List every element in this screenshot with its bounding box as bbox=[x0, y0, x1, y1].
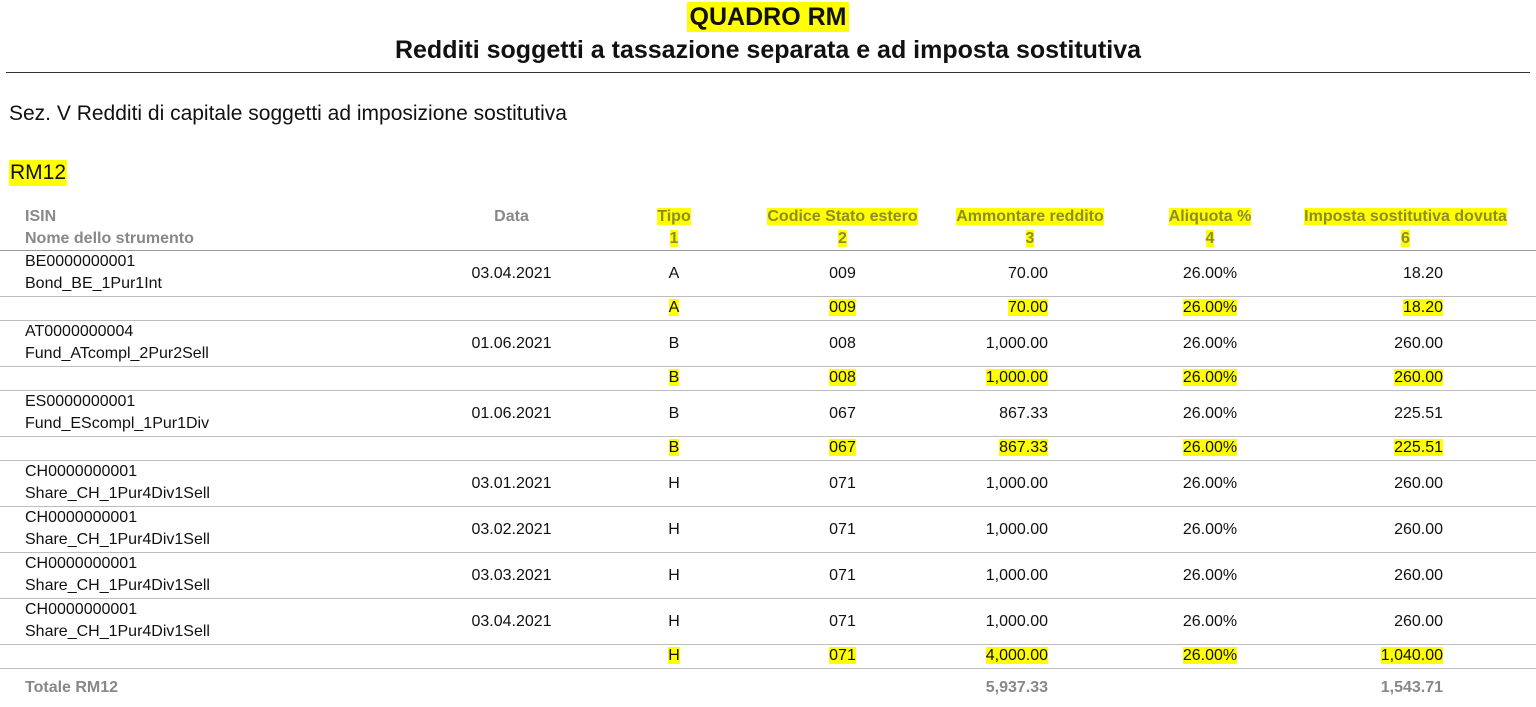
aliquota-cell: 26.00% bbox=[1182, 567, 1238, 584]
imposta-cell: 260.00 bbox=[1394, 521, 1443, 538]
instrument-cell bbox=[25, 553, 210, 597]
total-row bbox=[0, 669, 1536, 707]
tipo-cell: B bbox=[668, 369, 680, 386]
page-title: QUADRO RM bbox=[687, 2, 850, 32]
aliquota-cell: 26.00% bbox=[1182, 299, 1238, 316]
isin-value: CH0000000001 bbox=[25, 463, 138, 480]
header-tipo: Tipo 1 bbox=[657, 208, 691, 247]
codice-cell: 009 bbox=[829, 265, 856, 282]
imposta-cell: 18.20 bbox=[1402, 265, 1443, 282]
isin-value: CH0000000001 bbox=[25, 601, 138, 618]
codice-cell: 008 bbox=[829, 369, 856, 386]
title-divider bbox=[6, 72, 1530, 73]
isin-value: CH0000000001 bbox=[25, 509, 138, 526]
aliquota-cell: 26.00% bbox=[1182, 439, 1238, 456]
title-block bbox=[0, 2, 1536, 67]
isin-value: CH0000000001 bbox=[25, 555, 138, 572]
imposta-cell: 260.00 bbox=[1394, 475, 1443, 492]
imposta-cell: 260.00 bbox=[1394, 369, 1443, 386]
tipo-cell: H bbox=[668, 475, 680, 492]
tipo-cell: B bbox=[668, 405, 680, 422]
ammontare-cell: 867.33 bbox=[999, 405, 1048, 422]
ammontare-cell: 1,000.00 bbox=[985, 335, 1048, 352]
header-name: Nome dello strumento bbox=[25, 230, 194, 247]
header-ammontare: Ammontare reddito 3 bbox=[956, 208, 1104, 247]
tipo-cell: H bbox=[668, 613, 680, 630]
header-date: Data bbox=[494, 208, 529, 225]
subtotal-row bbox=[0, 297, 1536, 321]
instrument-name: Fund_ATcompl_2Pur2Sell bbox=[25, 345, 209, 362]
header-isin: ISIN bbox=[25, 208, 57, 225]
aliquota-cell: 26.00% bbox=[1182, 369, 1238, 386]
codice-cell: 071 bbox=[829, 567, 856, 584]
codice-cell: 067 bbox=[829, 439, 856, 456]
ammontare-cell: 70.00 bbox=[1007, 265, 1048, 282]
imposta-cell: 225.51 bbox=[1394, 439, 1443, 456]
tipo-cell: H bbox=[668, 647, 680, 664]
instrument-name: Share_CH_1Pur4Div1Sell bbox=[25, 577, 210, 594]
aliquota-cell: 26.00% bbox=[1182, 475, 1238, 492]
page-subtitle: Redditi soggetti a tassazione separata e ad imposta sostitutiva bbox=[394, 36, 1142, 64]
date-cell: 03.02.2021 bbox=[471, 521, 552, 538]
codice-cell: 071 bbox=[829, 647, 856, 664]
imposta-cell: 1,040.00 bbox=[1380, 647, 1443, 664]
instrument-name: Share_CH_1Pur4Div1Sell bbox=[25, 485, 210, 502]
table-row bbox=[0, 321, 1536, 367]
table-row bbox=[0, 391, 1536, 437]
codice-cell: 067 bbox=[829, 405, 856, 422]
total-imposta: 1,543.71 bbox=[1380, 679, 1443, 696]
instrument-cell bbox=[25, 391, 209, 435]
isin-value: ES0000000001 bbox=[25, 393, 136, 410]
date-cell: 03.04.2021 bbox=[471, 265, 552, 282]
instrument-cell bbox=[25, 507, 210, 551]
tipo-cell: B bbox=[668, 335, 680, 352]
instrument-cell bbox=[25, 461, 210, 505]
tipo-cell: H bbox=[668, 521, 680, 538]
tipo-cell: B bbox=[668, 439, 680, 456]
subtotal-row bbox=[0, 367, 1536, 391]
instrument-cell bbox=[25, 599, 210, 643]
aliquota-cell: 26.00% bbox=[1182, 521, 1238, 538]
table-row bbox=[0, 599, 1536, 645]
ammontare-cell: 1,000.00 bbox=[985, 475, 1048, 492]
instrument-name: Fund_EScompl_1Pur1Div bbox=[25, 415, 210, 432]
aliquota-cell: 26.00% bbox=[1182, 613, 1238, 630]
header-isin-name bbox=[25, 206, 194, 250]
ammontare-cell: 1,000.00 bbox=[985, 613, 1048, 630]
ammontare-cell: 1,000.00 bbox=[985, 369, 1048, 386]
imposta-cell: 260.00 bbox=[1394, 335, 1443, 352]
subtotal-row bbox=[0, 645, 1536, 669]
header-imposta: Imposta sostitutiva dovuta 6 bbox=[1304, 208, 1507, 247]
imposta-cell: 225.51 bbox=[1394, 405, 1443, 422]
codice-cell: 009 bbox=[829, 299, 856, 316]
section-title: Sez. V Redditi di capitale soggetti ad imposizione sostitutiva bbox=[9, 102, 567, 125]
codice-cell: 071 bbox=[829, 521, 856, 538]
imposta-cell: 260.00 bbox=[1394, 613, 1443, 630]
total-ammontare: 5,937.33 bbox=[985, 679, 1048, 696]
instrument-cell bbox=[25, 321, 209, 365]
table-header bbox=[0, 204, 1536, 251]
tipo-cell: A bbox=[668, 265, 680, 282]
aliquota-cell: 26.00% bbox=[1182, 335, 1238, 352]
aliquota-cell: 26.00% bbox=[1182, 405, 1238, 422]
instrument-cell bbox=[25, 251, 162, 295]
isin-value: AT0000000004 bbox=[25, 323, 134, 340]
header-codice-stato: Codice Stato estero 2 bbox=[767, 208, 918, 247]
imposta-cell: 260.00 bbox=[1394, 567, 1443, 584]
tipo-cell: H bbox=[668, 567, 680, 584]
codice-cell: 008 bbox=[829, 335, 856, 352]
table-row bbox=[0, 507, 1536, 553]
date-cell: 01.06.2021 bbox=[471, 405, 552, 422]
subtotal-row bbox=[0, 437, 1536, 461]
instrument-name: Share_CH_1Pur4Div1Sell bbox=[25, 531, 210, 548]
date-cell: 03.03.2021 bbox=[471, 567, 552, 584]
rm12-table bbox=[0, 204, 1536, 707]
ammontare-cell: 4,000.00 bbox=[985, 647, 1048, 664]
ammontare-cell: 867.33 bbox=[999, 439, 1048, 456]
header-aliquota: Aliquota % 4 bbox=[1168, 208, 1252, 247]
date-cell: 03.04.2021 bbox=[471, 613, 552, 630]
total-label: Totale RM12 bbox=[25, 679, 119, 696]
ammontare-cell: 1,000.00 bbox=[985, 567, 1048, 584]
imposta-cell: 18.20 bbox=[1402, 299, 1443, 316]
isin-value: BE0000000001 bbox=[25, 253, 136, 270]
codice-cell: 071 bbox=[829, 475, 856, 492]
ammontare-cell: 1,000.00 bbox=[985, 521, 1048, 538]
ammontare-cell: 70.00 bbox=[1007, 299, 1048, 316]
instrument-name: Share_CH_1Pur4Div1Sell bbox=[25, 623, 210, 640]
section-code: RM12 bbox=[10, 161, 67, 184]
date-cell: 03.01.2021 bbox=[471, 475, 552, 492]
date-cell: 01.06.2021 bbox=[471, 335, 552, 352]
tipo-cell: A bbox=[668, 299, 680, 316]
aliquota-cell: 26.00% bbox=[1182, 265, 1238, 282]
table-row bbox=[0, 461, 1536, 507]
codice-cell: 071 bbox=[829, 613, 856, 630]
table-row bbox=[0, 251, 1536, 297]
table-row bbox=[0, 553, 1536, 599]
aliquota-cell: 26.00% bbox=[1182, 647, 1238, 664]
instrument-name: Bond_BE_1Pur1Int bbox=[25, 275, 162, 292]
